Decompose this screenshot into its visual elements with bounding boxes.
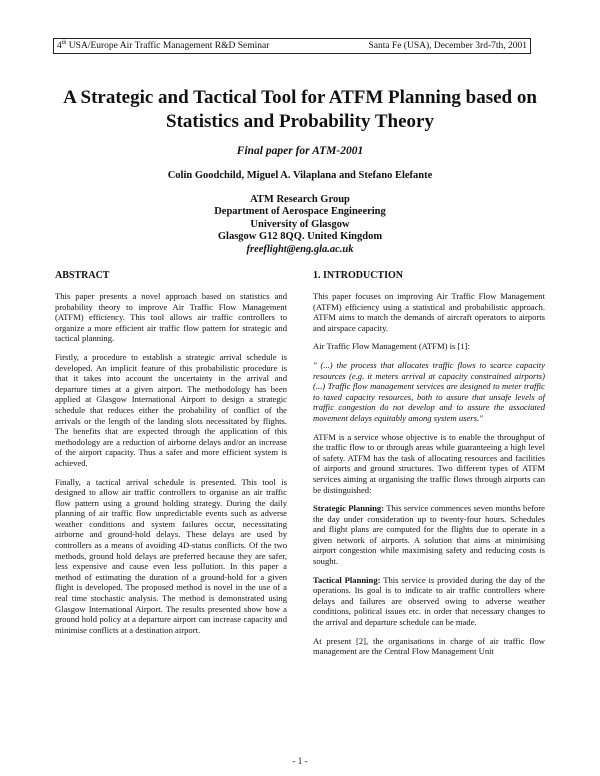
- page-number: - 1 -: [292, 756, 308, 766]
- tactical-planning-paragraph: [313, 575, 545, 628]
- running-header: [53, 38, 531, 54]
- strategic-planning-paragraph: [313, 503, 545, 567]
- seminar-ordinal: th: [61, 40, 67, 46]
- tactical-planning-text: This service is provided during the day of the operations. Its goal is to indicate to air traffic controllers where delays and failures are observed owing to adverse weather conditions, political issues etc. in order that necessary changes to the arrival and departure schedule can be made.: [313, 574, 545, 628]
- abstract-paragraph: Finally, a tactical arrival schedule is presented. This tool is designed to allow air traffic controllers to organise an air traffic flow pattern using a ground holding strategy. During the daily planning of air traffic flow unpredictable events such as adverse weather conditions and system failures occur, necessitating airborne and ground-hold delays. These delays are used by controllers as a means of avoiding 4D-status conflicts. Of the two methods, ground hold delays are preferred because they are safer, less expensive and cause even less pollution. In this paper a method of estimating the duration of a ground-hold for a given flight is developed. The proposed method is novel in the use of a real time stochastic analysis. The method is demonstrated using Glasgow International Airport. The results presented show how a ground hold policy at a departure airport can increase capacity and minimise conflicts at a destination airport.: [55, 476, 287, 635]
- left-column: [55, 266, 287, 643]
- introduction-heading: 1. INTRODUCTION: [313, 270, 404, 281]
- intro-paragraph: ATFM is a service whose objective is to enable the throughput of the traffic flow to or through areas while guaranteeing a high level of safety. ATFM has the task of allocating resources and facilities of airports and ground structures. Two different types of ATFM services aiming at organising the traffic flows through airports can be distinguished:: [313, 431, 545, 495]
- intro-paragraph: At present [2], the organisations in charge of air traffic flow management are the Central Flow Management Unit: [313, 635, 545, 657]
- seminar-name: [57, 39, 269, 53]
- tactical-planning-label: Tactical Planning:: [313, 574, 381, 585]
- postal-address: Glasgow G12 8QQ. United Kingdom: [217, 231, 383, 243]
- department: Department of Aerospace Engineering: [214, 206, 386, 218]
- paper-title: A Strategic and Tactical Tool for ATFM Planning based on Statistics and Probability Theory: [63, 87, 537, 132]
- paper-subtitle: Final paper for ATM-2001: [236, 145, 364, 157]
- abstract-heading: ABSTRACT: [55, 270, 110, 281]
- strategic-planning-label: Strategic Planning:: [313, 503, 385, 514]
- intro-paragraph: Air Traffic Flow Management (ATFM) is [1]:: [313, 341, 470, 352]
- seminar-location-date: Santa Fe (USA), December 3rd-7th, 2001: [368, 41, 527, 51]
- author-list: Colin Goodchild, Miguel A. Vilaplana and Stefano Elefante: [167, 170, 433, 181]
- seminar-number: 4: [57, 41, 62, 51]
- seminar-title: USA/Europe Air Traffic Management R&D Seminar: [66, 41, 270, 51]
- research-group: ATM Research Group: [250, 194, 350, 205]
- strategic-planning-text: This service commences seven months before the day under consideration up to twenty-four hours. Schedules and flight plans are computed for the flights due to operate in a given network of airports. A solution that aims at minimising airport congestion while maximising safety and reducing costs is sought.: [313, 503, 545, 567]
- contact-email: freeflight@eng.gla.ac.uk: [246, 243, 354, 255]
- abstract-paragraph: This paper presents a novel approach based on statistics and probability theory to improve Air Traffic Flow Management (ATFM) efficiency. This tool allows air traffic controllers to organize a more efficient air traffic flow pattern for strategic and tactical planning.: [55, 291, 287, 344]
- intro-paragraph: This paper focuses on improving Air Traffic Flow Management (ATFM) efficiency using a statistical and probabilistic approach. ATFM aims to match the demands of aircraft operators to airports and airspace capacity.: [313, 291, 545, 333]
- abstract-paragraph: Firstly, a procedure to establish a strategic arrival schedule is developed. An implicit feature of this probabilistic procedure is that it takes into account the uncertainty in the arrival and departure times at a given airport. The methodology has been applied at Glasgow International Airport to design a strategic schedule that reduces either the probability of conflict of the arrivals or the length of the landing slots necessitated by flights. The benefits that are expected through the application of this methodology are a reduction of airborne delays and/or an increase of the airport capacity. Thus a safer and more efficient system is achieved.: [55, 351, 287, 468]
- university: University of Glasgow: [250, 218, 350, 230]
- right-column: [313, 266, 545, 665]
- affiliation-block: [0, 194, 600, 256]
- atfm-definition-quote: " (...) the process that allocates traffic flows to scarce capacity resources (e.g. it meters arrival at capacity constrained airports) (...) Traffic flow management services are designed to meter traffic to taxed capacity resources, both to assure that unsafe levels of traffic congestion do not develop and to assure the associated movement delays equitably among system users.": [313, 359, 545, 423]
